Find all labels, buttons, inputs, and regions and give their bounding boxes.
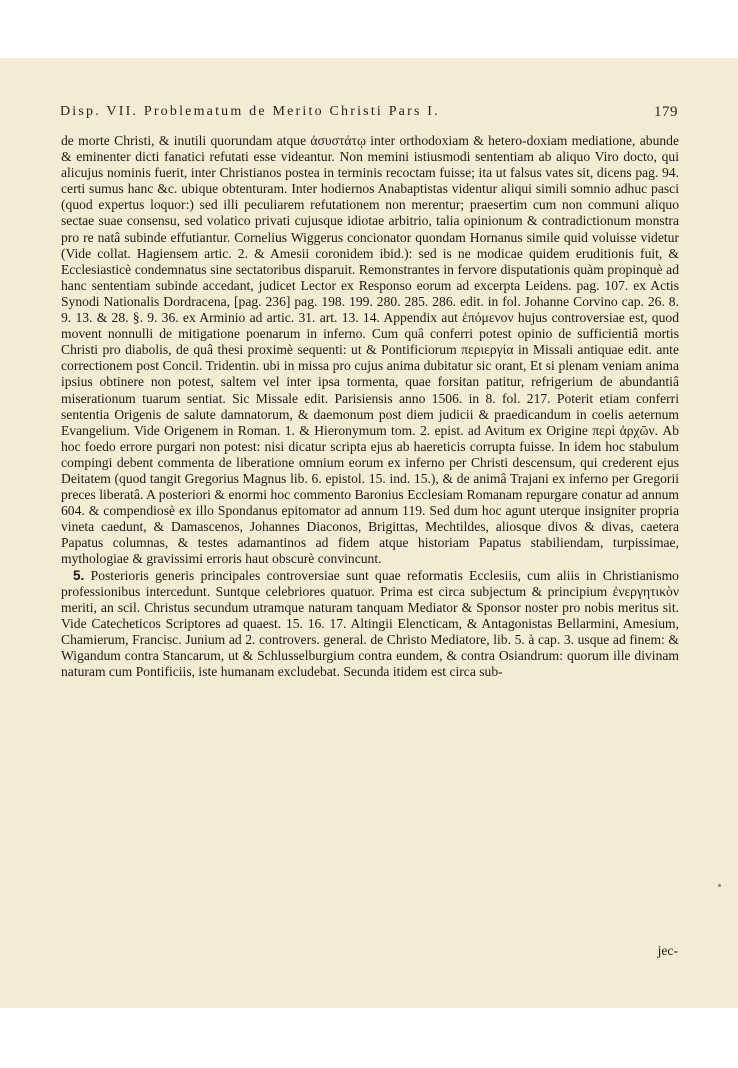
running-header xyxy=(60,104,678,126)
page-number: 179 xyxy=(654,104,678,120)
paragraph-text: Posterioris generis principales controversiae sunt quae reformatis Ecclesiis, cum aliis in Christianismo professionibus intercedunt. Suntque celebriores quatuor. Prima est circa subjectum & principium ἐνεργητικὸν meriti, an scil. Christus secundum utramque naturam tanquam Mediator & Sponsor noster pro nobis meritus sit. Vide Catecheticos Scriptores ad quaest. 15. 16. 17. Altingii Elencticam, & Antagonistas Bellarmini, Amesium, Chamierum, Francisc. Junium ad 2. controvers. general. de Christo Mediatore, lib. 5. à cap. 3. usque ad finem: & Wigandum contra Stancarum, ut & Schlusselburgium contra eundem, & contra Osiandrum: quorum ille divinam naturam cum Pontificiis, iste humanam excludebat. Secunda itidem est circa sub- xyxy=(61,567,679,680)
margin-speck xyxy=(718,884,721,887)
catchword: jec- xyxy=(657,943,678,958)
paragraph xyxy=(61,568,679,681)
paragraph-number: 5. xyxy=(73,567,85,583)
body-text xyxy=(61,133,679,680)
running-title: Disp. VII. Problematum de Merito Christi Pars I. xyxy=(60,104,440,119)
book-page xyxy=(0,58,738,1008)
paragraph-text: de morte Christi, & inutili quorundam atque ἀσυστάτῳ inter orthodoxiam & hetero-doxiam mediatione, abunde & eminenter dicti fanatici refutati esse videantur. Non memini istiusmodi sententiam ab aliquo Viro docto, qui alicujus nominis fuerit, inter Christianos postea in terminis recoctam fuisse; ita ut falsus vates sit, dicens pag. 94. certi sumus hanc &c. ubique obtenturam. Inter hodiernos Anabaptistas videntur aliqui simili somnio adhuc pasci (quod expertus loquor:) sed illi peculiarem refutationem non merentur; praesertim cum non communi aliquo sectae suae consensu, sed volatico privati cujusque idiotae arbitrio, talia opinionum & contradictionum monstra pro re natâ subinde effutiantur. Cornelius Wiggerus concionator quondam Hornanus simile quid voluisse videtur (Vide collat. Hagiensem artic. 2. & Amesii coronidem ibid.): sed is ne modicae quidem eruditionis fuit, & Ecclesiasticè condemnatus sine sectatoribus disparuit. Remonstrantes in fervore disputationis quàm propinquè ad hanc sententiam subinde accedant, judicet Lector ex Responso eorum ad excerpta Leidens. pag. 107. ex Actis Synodi Nationalis Dordracena, [pag. 236] pag. 198. 199. 280. 285. 286. edit. in fol. Johanne Corvino cap. 26. 8. 9. 13. & 28. §. 9. 36. ex Arminio ad artic. 31. art. 13. 14. Appendix aut ἑπόμενον hujus controversiae est, quod movent nonnulli de mitigatione poenarum in inferno. Cum quâ conferri potest opinio de sufficientiâ mortis Christi pro diabolis, de quâ thesi proximè sequenti: ut & Pontificiorum περιεργία in Missali antiquae edit. ante correctionem post Concil. Tridentin. ubi in missa pro cujus anima dubitatur sic orant, Et si plenam veniam anima ipsius obtinere non potest, saltem vel inter ipsa tormenta, quae forsitan patitur, refrigerium de abundantiâ miserationum tuarum sentiat. Sic Missale edit. Parisiensis anno 1506. in 8. fol. 217. Poterit etiam conferri sententia Origenis de salute damnatorum, & daemonum post diem judicii & praedicandum in coelis aeternum Evangelium. Vide Origenem in Roman. 1. & Hieronymum tom. 2. epist. ad Avitum ex Origine περὶ ἀρχῶν. Ab hoc foedo errore purgari non potest: nisi dicatur scripta ejus ab haereticis corrupta fuisse. In idem hoc stabulum compingi debent commenta de liberatione omnium eorum ex inferno per Christi descensum, qui crederent ejus Deitatem (quod tangit Gregorius Magnus lib. 6. epistol. 15. ind. 15.), & de animâ Trajani ex inferno per Gregorii preces liberatâ. A posteriori & enormi hoc commento Baronius Ecclesiam Romanam repurgare conatur ad annum 604. & compendiosè ex illo Spondanus epitomator ad annum 119. Sed dum hoc agunt uterque insigniter propria vineta caedunt, & Damascenos, Johannes Diaconos, Brigittas, Mechtildes, aliosque divos & divas, caetera Papatus columnas, & testes adamantinos ad fidem atque historiam Papatus stabiliendam, turpissimae, mythologiae & gravissimi erroris haut obscurè convincunt. xyxy=(61,133,679,567)
paragraph xyxy=(61,133,679,568)
